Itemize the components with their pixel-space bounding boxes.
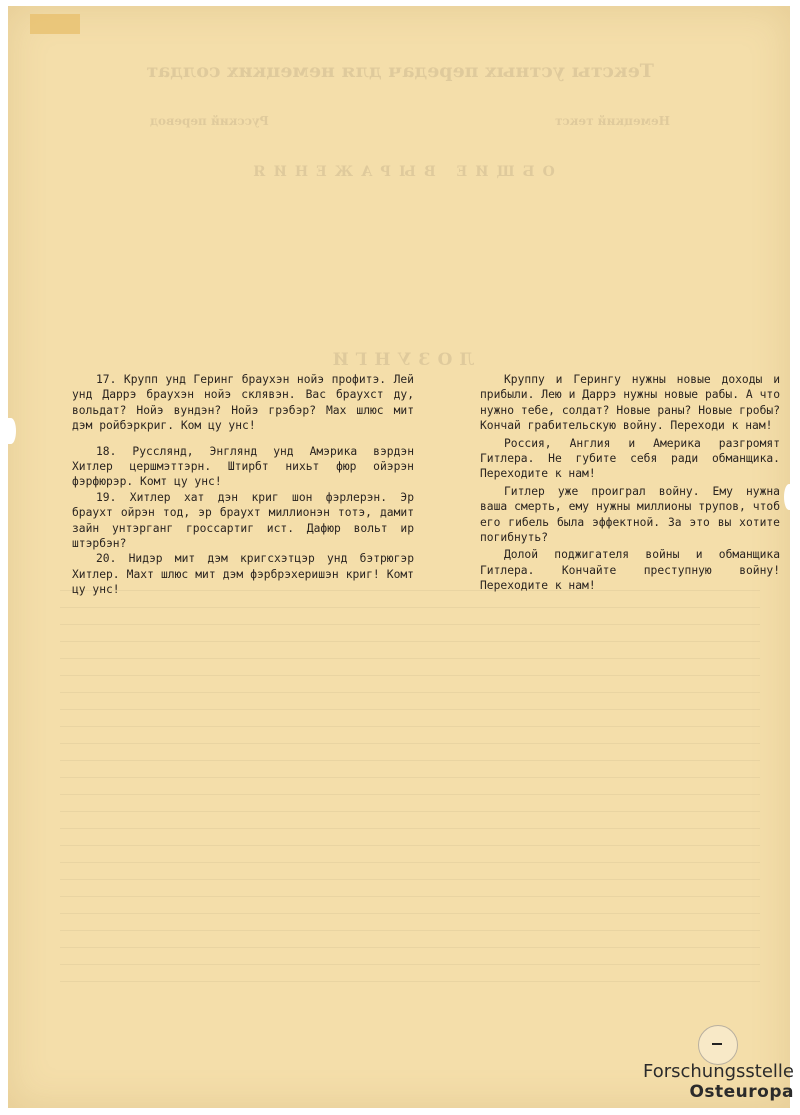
russian-paragraph-3: Гитлер уже проиграл войну. Ему нужна ваша смерть, ему нужны миллионы трупов, чтоб его гибель была эффектной. За это вы хотите погибнуть? [480, 484, 780, 545]
russian-text-column [480, 372, 780, 596]
bleed-through-head-russian: Русский перевод [150, 114, 269, 128]
bleed-through-slogan-heading: ЛОЗУНГИ [325, 350, 475, 370]
stamp-mark [712, 1043, 722, 1045]
russian-paragraph-1: Круппу и Герингу нужны новые доходы и прибыли. Лею и Даррэ нужны новые рабы. А что нужно тебе, солдат? Новые раны? Новые гробы? Кончай грабительскую войну. Переходи к нам! [480, 373, 780, 433]
logo-line-2: Osteuropa [689, 1082, 794, 1102]
bleed-through-head-german: Немецкий текст [554, 114, 670, 128]
archive-stamp-icon [698, 1025, 738, 1065]
german-paragraph-17: 17. Крупп унд Геринг браухэн нойэ профитэ. Лей унд Даррэ браухэн нойэ склявэн. Вас браухст ду, вольдат? Нойэ вундэн? Нойэ грэбэр? Мах шлюс мит дэм ройбэркриг. Ком цу унс! [72, 373, 414, 433]
archive-logo [640, 1062, 794, 1102]
paper-tear-left [6, 418, 16, 444]
german-text-column [72, 372, 414, 598]
paper-tear-right [784, 484, 794, 510]
bleed-through-column-heads [150, 114, 670, 128]
logo-line-1: Forschungsstelle [642, 1061, 794, 1082]
german-paragraph-19: 19. Хитлер хат дэн криг шон фэрлерэн. Эр браухт ойрэн тод, эр браухт миллионэн тотэ, дамит зайн унтэрганг гроссартиг ист. Дафюр вольт ир штэрбэн? [72, 490, 414, 551]
german-paragraph-18: 18. Русслянд, Энглянд унд Амэрика вэрдэн Хитлер цершмэттэрн. Штирбт нихьт фюр ойэрэн фэрфюрэр. Комт цу унс! [72, 444, 414, 489]
tape-strip [30, 14, 80, 34]
russian-paragraph-2: Россия, Англия и Америка разгромят Гитлера. Не губите себя ради обманщика. Переходите к нам! [480, 436, 780, 481]
bleed-through-text-lines [60, 590, 760, 990]
bleed-through-subtitle: ОБЩИЕ ВЫРАЖЕНИЯ [245, 164, 555, 180]
bleed-through-title: Тексты устных передач для немецких солдат [146, 60, 654, 82]
russian-paragraph-4: Долой поджигателя войны и обманщика Гитлера. Кончайте преступную войну! Переходите к нам! [480, 548, 780, 593]
german-paragraph-20: 20. Нидэр мит дэм кригсхэтцэр унд бэтрюгэр Хитлер. Махт шлюс мит дэм фэрбрэхеришэн криг! Комт цу унс! [72, 552, 414, 597]
